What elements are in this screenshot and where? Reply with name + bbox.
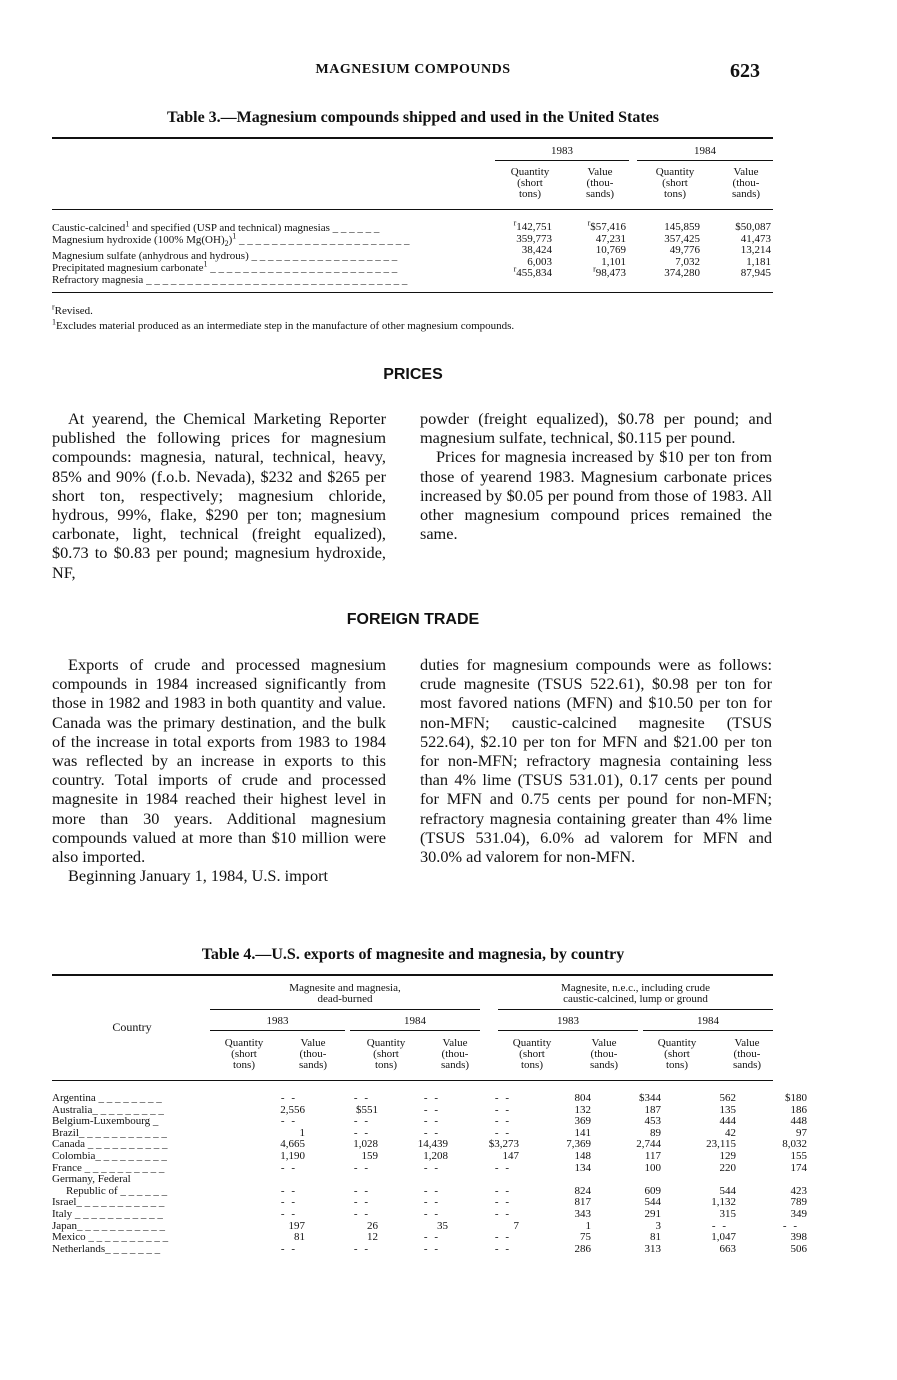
table-cell: 155 — [790, 1150, 807, 1162]
table4-col-qty — [210, 1038, 278, 1071]
table3-year-1984: 1984 — [694, 145, 716, 157]
table-cell: 369 — [574, 1115, 591, 1128]
table-cell: 544 — [719, 1184, 736, 1197]
table3-row-4-label — [52, 274, 492, 286]
table-cell: $551 — [356, 1103, 378, 1116]
table-cell: 8,032 — [782, 1138, 807, 1151]
table-row — [52, 1161, 807, 1175]
table-cell: - - — [423, 1242, 440, 1255]
revised-mark: r — [587, 218, 591, 228]
table-cell: 1,208 — [423, 1150, 448, 1162]
table3-col-v84 — [705, 222, 771, 280]
revised-mark: r — [513, 264, 517, 274]
row-label-text: Magnesium hydroxide (100% Mg(OH) — [52, 234, 225, 246]
cell — [480, 218, 552, 234]
country-name: Italy _ _ _ _ _ _ _ _ _ _ _ — [52, 1208, 163, 1220]
hdr-line: (thou- — [733, 1048, 761, 1060]
table-cell: - - — [423, 1115, 440, 1128]
table4-year-1984-b: 1984 — [697, 1015, 719, 1027]
table-cell: 26 — [367, 1219, 378, 1232]
country-name: Colombia_ _ _ _ _ _ _ _ _ — [52, 1150, 167, 1162]
table4-group1-header — [210, 983, 480, 1005]
cell — [560, 218, 626, 234]
cell: 374,280 — [664, 267, 700, 279]
table-cell: - - — [423, 1208, 440, 1220]
table-cell: 506 — [790, 1242, 807, 1255]
table3-bottom-rule — [52, 292, 773, 293]
table-cell: 663 — [719, 1242, 736, 1255]
hdr-line: sands) — [732, 1059, 762, 1071]
cell: 47,231 — [595, 232, 626, 245]
country-name: Republic of _ _ _ _ _ _ — [66, 1184, 168, 1197]
table3-year-1983: 1983 — [551, 145, 573, 157]
prices-paragraph: At yearend, the Chemical Marketing Reporter published the following prices for magnesium compounds: magnesia, natural, technical, heavy, 85% and 90% (f.o.b. Nevada), $232 and $265 per short ton, respectively; magnesium chloride, hydrous, 99%, flake, $290 per ton; magnesium carbonate, light, technical (freight equalized), $0.73 to $0.83 per pound; magnesium hydroxide, NF, — [52, 409, 386, 582]
hdr-line: tons) — [521, 1059, 543, 1071]
hdr-line: tons) — [375, 1059, 397, 1071]
hdr-line: (short — [519, 1048, 545, 1060]
table-cell: 1,132 — [711, 1196, 736, 1209]
country-name: Canada _ _ _ _ _ _ _ _ _ _ — [52, 1138, 168, 1151]
leader-dashes: _ _ _ _ _ _ — [329, 222, 380, 234]
table4-year-rule — [498, 1030, 638, 1031]
cell: 41,473 — [740, 232, 771, 245]
table-cell: 117 — [644, 1150, 661, 1162]
cell: 357,425 — [664, 232, 700, 245]
table-cell: 2,744 — [636, 1138, 661, 1151]
table-cell: 817 — [574, 1196, 591, 1209]
table-cell: 562 — [719, 1092, 736, 1104]
table-cell: 4,665 — [280, 1138, 305, 1151]
table4-header-rule — [52, 1080, 773, 1081]
table-cell: - - — [280, 1115, 297, 1128]
hdr-line: Quantity — [510, 166, 550, 178]
hdr-line: Value — [734, 1037, 760, 1049]
footnote-mark: 1 — [203, 259, 208, 269]
table-cell: 544 — [644, 1196, 661, 1209]
hdr-line: Magnesite, n.e.c., including crude — [560, 982, 711, 994]
hdr-line: (short — [664, 1048, 690, 1060]
table-cell: 3 — [655, 1219, 661, 1232]
footnote-mark: r — [52, 302, 55, 312]
row-label-text: Caustic-calcined — [52, 222, 126, 234]
table-cell: 2,556 — [280, 1103, 305, 1116]
table-cell: 89 — [650, 1126, 661, 1139]
table3-title: Table 3.—Magnesium compounds shipped and used in the United States — [167, 109, 659, 126]
hdr-line: (short — [373, 1048, 399, 1060]
foreign-trade-paragraph: Beginning January 1, 1984, U.S. import — [68, 866, 329, 886]
hdr-line: caustic-calcined, lump or ground — [563, 993, 708, 1005]
table4-col-val — [572, 1038, 636, 1071]
table-cell: 349 — [790, 1208, 807, 1220]
hdr-line: Value — [591, 1037, 617, 1049]
cell: $50,087 — [735, 221, 771, 233]
cell-value: 98,473 — [595, 267, 626, 279]
hdr-line: (thou- — [441, 1048, 469, 1060]
table3-top-rule — [52, 137, 773, 139]
hdr-line: Quantity — [224, 1037, 264, 1049]
cell-value: 142,751 — [516, 221, 552, 233]
cell: 1,181 — [746, 255, 771, 268]
foreign-trade-paragraph: duties for magnesium compounds were as follows: crude magnesite (TSUS 522.61), $0.98 per ton for most favored nations (MFN) and $10.50 per ton for non-MFN; caustic-calcined magnesite (TSUS 522.64), $2.10 per ton for MFN and $21.00 per ton for non-MFN; refractory magnesia containing less than 4% lime (TSUS 531.01), 0.17 cents per pound for MFN and 0.75 cents per pound for non-MFN; refractory magnesia containing greater than 4% lime (TSUS 531.04), 6.0% ad valorem for MFN and 30.0% ad valorem for non-MFN. — [420, 655, 772, 867]
hdr-line: sands) — [298, 1059, 328, 1071]
table4-col-qty — [350, 1038, 422, 1071]
table-cell: $180 — [785, 1092, 807, 1104]
table-cell: 824 — [574, 1184, 591, 1197]
table-cell: - - — [711, 1219, 728, 1232]
revised-mark: r — [593, 264, 596, 274]
table-cell: - - — [494, 1196, 511, 1209]
hdr-line: Magnesite and magnesia, — [289, 982, 401, 994]
hdr-line: Quantity — [655, 166, 695, 178]
table4-col-val — [715, 1038, 779, 1071]
table-cell: 174 — [790, 1161, 807, 1174]
table-cell: - - — [494, 1231, 511, 1244]
prices-paragraph: powder (freight equalized), $0.78 per pound; and magnesium sulfate, technical, $0.115 per pound. — [420, 409, 772, 448]
table-cell: 97 — [796, 1126, 807, 1139]
table-cell: - - — [494, 1208, 511, 1220]
cell: 13,214 — [740, 244, 771, 256]
table-cell: 148 — [574, 1150, 591, 1162]
table3-col-val-1983 — [568, 167, 632, 200]
table-cell: - - — [353, 1242, 370, 1255]
table-cell: - - — [353, 1161, 370, 1174]
country-name: Argentina _ _ _ _ _ _ _ _ — [52, 1092, 162, 1104]
table-cell: 220 — [719, 1161, 736, 1174]
table-cell: - - — [353, 1126, 370, 1139]
hdr-line: (short — [517, 177, 543, 189]
table-cell: - - — [494, 1103, 511, 1116]
revised-mark: r — [513, 218, 517, 228]
foreign-trade-heading: FOREIGN TRADE — [346, 611, 480, 628]
table4-year-1983-b: 1983 — [557, 1015, 579, 1027]
table3-col-q83 — [480, 218, 552, 280]
prices-paragraph: Prices for magnesia increased by $10 per ton from those of yearend 1983. Magnesium carbonate prices increased by $0.05 per pound from those of 1983. All other magnesium compound prices remained the same. — [420, 447, 772, 544]
prices-heading: PRICES — [383, 366, 443, 383]
table3-row-1-label — [52, 231, 492, 250]
table-cell: 100 — [644, 1161, 661, 1174]
hdr-line: sands) — [731, 188, 761, 200]
cell: 49,776 — [669, 244, 700, 256]
table-cell: 186 — [790, 1103, 807, 1116]
hdr-line: dead-burned — [317, 993, 373, 1005]
table-cell: - - — [423, 1092, 440, 1104]
table4-country-header: Country — [112, 1020, 152, 1034]
hdr-line: tons) — [233, 1059, 255, 1071]
table4-title: Table 4.—U.S. exports of magnesite and magnesia, by country — [201, 946, 625, 963]
table-cell: 7,369 — [566, 1138, 591, 1151]
leader-dashes: _ _ _ _ _ _ _ _ _ _ _ _ _ _ _ _ _ _ _ _ _ _ _ _ _ _ _ _ _ _ _ _ — [143, 274, 408, 287]
table3-row-0-label — [52, 219, 492, 234]
table-cell: 291 — [644, 1208, 661, 1220]
table-cell: 1,047 — [711, 1231, 736, 1244]
table-cell: 134 — [574, 1161, 591, 1174]
cell: 38,424 — [521, 244, 552, 256]
row-label-text: Precipitated magnesium carbonate — [52, 262, 204, 275]
table4-group2-header — [498, 983, 773, 1005]
table-cell: - - — [494, 1242, 511, 1255]
cell: 1,101 — [601, 255, 626, 268]
table-cell: 398 — [790, 1231, 807, 1244]
table-cell: - - — [423, 1103, 440, 1116]
table-cell: 135 — [719, 1103, 736, 1116]
table3-year-rule-1984 — [637, 160, 773, 161]
table3-row-2-label — [52, 250, 492, 262]
table-cell: - - — [423, 1126, 440, 1139]
table-cell: 42 — [725, 1126, 736, 1139]
row-label-text: ) — [228, 234, 233, 246]
hdr-line: (short — [231, 1048, 257, 1060]
table-row — [52, 1092, 807, 1105]
table-cell: - - — [280, 1208, 297, 1220]
table4-year-rule — [350, 1030, 480, 1031]
table4-col-val — [424, 1038, 486, 1071]
table-cell: 129 — [719, 1150, 736, 1162]
hdr-line: tons) — [666, 1059, 688, 1071]
hdr-line: sands) — [589, 1059, 619, 1071]
page-number: 623 — [730, 60, 760, 82]
table-cell: 1,028 — [353, 1138, 378, 1151]
country-name: Israel_ _ _ _ _ _ _ _ _ _ _ — [52, 1196, 165, 1209]
table-cell: 1 — [585, 1219, 591, 1232]
table-cell: 23,115 — [706, 1138, 736, 1151]
table-cell: - - — [494, 1115, 511, 1128]
hdr-line: Quantity — [366, 1037, 406, 1049]
table3-header-rule — [52, 209, 773, 210]
country-name: Mexico _ _ _ _ _ _ _ _ _ _ — [52, 1231, 169, 1244]
leader-dashes: _ _ _ _ _ _ _ _ _ _ _ _ _ _ _ _ _ _ — [248, 250, 398, 263]
table-cell: - - — [494, 1126, 511, 1139]
table3-col-qty-1984 — [639, 167, 711, 200]
table4-group1-rule — [210, 1009, 480, 1010]
table-cell: 286 — [574, 1242, 591, 1255]
cell — [560, 264, 626, 280]
cell: 7,032 — [675, 255, 700, 268]
table-row — [52, 1242, 807, 1256]
table-cell: 804 — [574, 1092, 591, 1104]
foreign-trade-left-column — [52, 655, 386, 885]
table3-col-q84 — [630, 222, 700, 280]
table4-group2-rule — [498, 1009, 773, 1010]
table-cell: 789 — [790, 1196, 807, 1209]
table-cell: - - — [494, 1161, 511, 1174]
hdr-line: Quantity — [512, 1037, 552, 1049]
table-cell: - - — [280, 1161, 297, 1174]
table-cell: 453 — [644, 1115, 661, 1128]
table-cell: 197 — [288, 1219, 305, 1232]
table-cell: 132 — [574, 1103, 591, 1116]
country-name: Australia_ _ _ _ _ _ _ _ _ — [52, 1103, 164, 1116]
table-cell: 423 — [790, 1184, 807, 1197]
hdr-line: sands) — [440, 1059, 470, 1071]
table4-col-val — [282, 1038, 344, 1071]
table-cell: - - — [353, 1184, 370, 1197]
hdr-line: (thou- — [732, 177, 760, 189]
subscript: 2 — [224, 239, 229, 249]
table-cell: 141 — [574, 1126, 591, 1139]
leader-dashes: _ _ _ _ _ _ _ _ _ _ _ _ _ _ _ _ _ _ _ _ _ _ _ — [207, 262, 398, 275]
table-cell: $3,273 — [488, 1138, 519, 1151]
table-cell: - - — [423, 1196, 440, 1209]
table4-top-rule — [52, 974, 773, 976]
footnote-1 — [52, 317, 772, 332]
table-cell: 1 — [299, 1126, 305, 1139]
table-row — [52, 1150, 807, 1163]
hdr-line: tons) — [664, 188, 686, 200]
table-cell: - - — [782, 1219, 799, 1232]
table-cell: 35 — [437, 1219, 448, 1232]
hdr-line: (thou- — [299, 1048, 327, 1060]
row-label-text: Magnesium sulfate (anhydrous and hydrous) — [52, 250, 249, 263]
table-cell: 75 — [580, 1231, 591, 1244]
table4-year-rule — [210, 1030, 345, 1031]
cell: 145,859 — [664, 221, 700, 233]
table-cell: 1,190 — [280, 1150, 305, 1162]
footnote-revised — [52, 302, 772, 317]
table-cell: - - — [280, 1196, 297, 1209]
table-cell: 159 — [361, 1150, 378, 1162]
hdr-line: Value — [587, 166, 613, 178]
table-cell: - - — [423, 1161, 440, 1174]
country-name: Germany, Federal — [52, 1173, 131, 1186]
table-cell: 343 — [574, 1208, 591, 1220]
hdr-line: sands) — [585, 188, 615, 200]
country-name: Belgium-Luxembourg _ — [52, 1115, 159, 1128]
table-cell: 444 — [719, 1115, 736, 1128]
foreign-trade-paragraph: Exports of crude and processed magnesium compounds in 1984 increased significantly from those in 1982 and 1983 in both quantity and value. Canada was the primary destination, and the bulk of the increase in total exports from 1983 to 1984 was reflected by an increase in exports to this country. Total imports of crude and processed magnesite in 1984 reached their highest level in more than 30 years. Additional magnesium compounds valued at more than $10 million were also imported. — [52, 655, 386, 867]
table-cell: - - — [423, 1184, 440, 1197]
table3-row-labels — [52, 219, 492, 287]
table-cell: - - — [494, 1092, 511, 1104]
hdr-line: (thou- — [586, 177, 614, 189]
footnote-mark: 1 — [232, 231, 237, 241]
country-name: Japan_ _ _ _ _ _ _ _ _ _ _ — [52, 1219, 166, 1232]
footnote-mark: 1 — [52, 317, 56, 327]
table3-col-qty-1983 — [495, 167, 565, 200]
table3-col-val-1984 — [713, 167, 779, 200]
table-cell: - - — [280, 1184, 297, 1197]
table4-year-1984-a: 1984 — [404, 1015, 426, 1027]
footnote-text: Excludes material produced as an intermediate step in the manufacture of other magnesium compounds. — [56, 320, 515, 332]
table-cell: 315 — [719, 1208, 736, 1220]
hdr-line: (thou- — [590, 1048, 618, 1060]
table-row — [52, 1208, 807, 1221]
table-row — [52, 1231, 807, 1244]
cell: 359,773 — [516, 232, 552, 245]
table-cell: 609 — [644, 1184, 661, 1197]
table3-year-rule-1983 — [495, 160, 629, 161]
cell: 6,003 — [527, 255, 552, 268]
table-cell: - - — [280, 1242, 297, 1255]
table3-row-3-label — [52, 259, 492, 275]
table-cell: 147 — [502, 1150, 519, 1162]
table-cell: 313 — [644, 1242, 661, 1255]
cell — [480, 264, 552, 280]
country-name: Brazil_ _ _ _ _ _ _ _ _ _ _ — [52, 1126, 167, 1139]
table-cell: 81 — [650, 1231, 661, 1244]
table4-year-1983-a: 1983 — [266, 1015, 289, 1027]
foreign-trade-right-column — [420, 655, 772, 866]
table4-year-rule — [643, 1030, 773, 1031]
country-name: Netherlands_ _ _ _ _ _ _ — [52, 1242, 161, 1255]
cell-value: 455,834 — [516, 267, 552, 279]
table-cell: - - — [353, 1208, 370, 1220]
table-row — [52, 1103, 807, 1117]
table-cell: - - — [353, 1115, 370, 1128]
hdr-line: Value — [442, 1037, 468, 1049]
hdr-line: (short — [662, 177, 688, 189]
cell: 10,769 — [595, 244, 626, 256]
table-cell: 448 — [790, 1115, 807, 1128]
table-cell: 14,439 — [417, 1138, 448, 1151]
table-cell: 7 — [513, 1219, 519, 1232]
table3-footnotes — [52, 302, 772, 332]
cell: 87,945 — [740, 267, 771, 279]
table4-col-qty — [641, 1038, 713, 1071]
country-name: France _ _ _ _ _ _ _ _ _ _ — [52, 1161, 165, 1174]
hdr-line: Quantity — [657, 1037, 697, 1049]
table-cell: - - — [353, 1196, 370, 1209]
cell-value: $57,416 — [590, 221, 626, 233]
prices-left-column — [52, 409, 386, 582]
hdr-line: tons) — [519, 188, 541, 200]
table-cell: 12 — [367, 1231, 378, 1244]
leader-dashes: _ _ _ _ _ _ _ _ _ _ _ _ _ _ _ _ _ _ _ _ _ — [236, 234, 410, 246]
prices-right-column — [420, 409, 772, 543]
row-label-text: Refractory magnesia — [52, 274, 144, 287]
table-cell: 187 — [644, 1103, 661, 1116]
running-title: MAGNESIUM COMPOUNDS — [315, 62, 511, 77]
table-cell: $344 — [639, 1092, 661, 1104]
table-cell: - - — [353, 1092, 370, 1104]
table-cell: - - — [280, 1092, 297, 1104]
footnote-mark: 1 — [125, 219, 130, 229]
hdr-line: Value — [733, 166, 759, 178]
row-label-text: and specified (USP and technical) magnesias — [129, 222, 330, 234]
footnote-text: Revised. — [54, 305, 93, 317]
table-cell: - - — [494, 1184, 511, 1197]
table3-col-v83 — [560, 218, 626, 280]
hdr-line: Value — [300, 1037, 326, 1049]
table-cell: 81 — [294, 1231, 305, 1244]
table4-col-qty — [496, 1038, 568, 1071]
table-cell: - - — [423, 1231, 440, 1244]
